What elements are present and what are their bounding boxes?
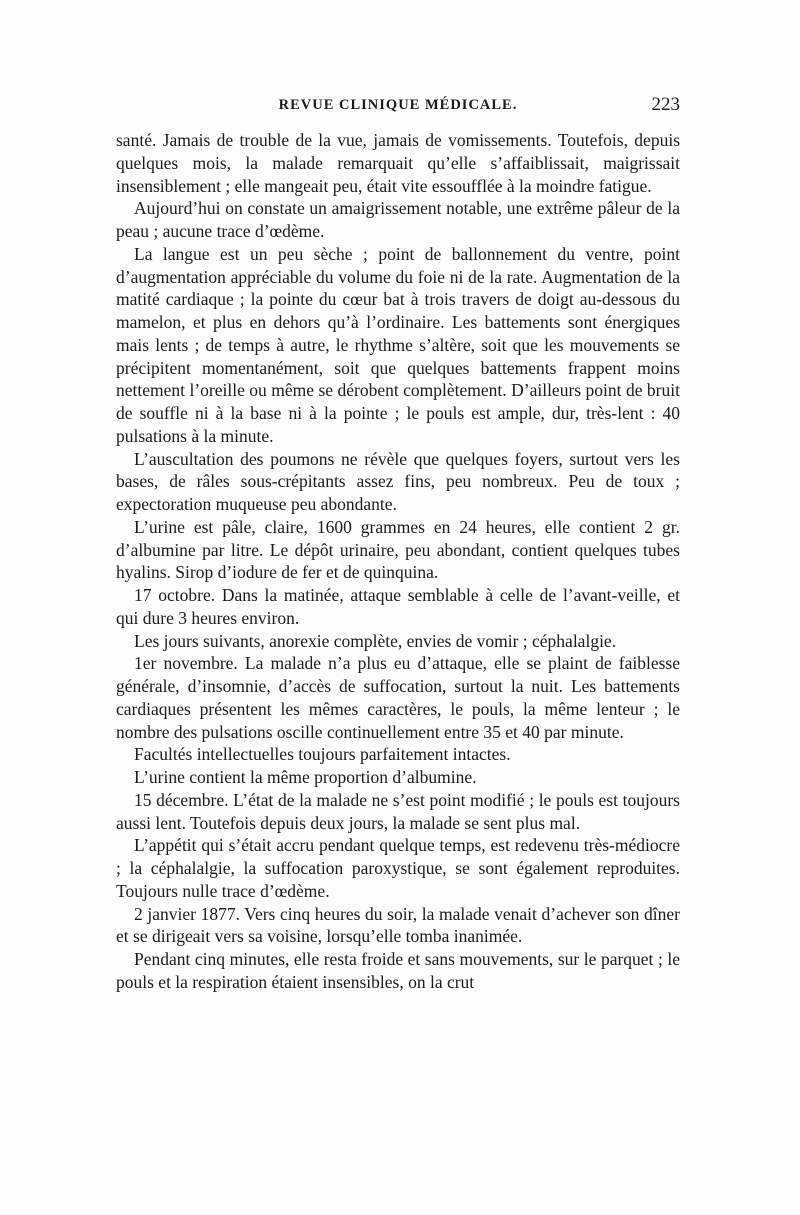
running-head <box>116 94 680 121</box>
paragraph-five-minutes: Pendant cinq minutes, elle resta froide et sans mouvements, sur le parquet ; le pouls et la respiration étaient insensibles, on la crut <box>116 949 680 992</box>
paragraph-17-october: 17 octobre. Dans la matinée, attaque semblable à celle de l’avant-veille, et qui dure 3 heures environ. <box>116 585 680 628</box>
paragraph-15-december: 15 décembre. L’état de la malade ne s’est point modifié ; le pouls est toujours aussi lent. Toutefois depuis deux jours, la malade se sent plus mal. <box>116 789 680 833</box>
paragraph-faculties: Facultés intellectuelles toujours parfaitement intactes. <box>134 744 511 765</box>
paragraph-following-days: Les jours suivants, anorexie complète, envies de vomir ; céphalalgie. <box>134 630 617 651</box>
paragraph-1-november: 1er novembre. La malade n’a plus eu d’attaque, elle se plaint de faiblesse générale, d’insomnie, d’accès de suffocation, surtout la nuit. Les battements cardiaques présentent les mêmes caractères, le pouls, la même lenteur ; le nombre des pulsations oscille continuellement entre 35 et 40 par minute. <box>116 653 680 742</box>
paragraph-examination: Aujourd’hui on constate un amaigrissement notable, une extrême pâleur de la peau ; aucune trace d’œdème. <box>116 198 680 241</box>
paragraph-urine-albumin: L’urine contient la même proportion d’albumine. <box>134 767 477 787</box>
paragraph-urine: L’urine est pâle, claire, 1600 grammes en 24 heures, elle contient 2 gr. d’albumine par litre. Le dépôt urinaire, peu abondant, contient quelques tubes hyalins. Sirop d’iodure de fer et de quinquina. <box>116 516 680 583</box>
paragraph-continuation: santé. Jamais de trouble de la vue, jamais de vomissements. Toutefois, depuis quelques mois, la malade remarquait qu’elle s’affaiblissait, maigrissait insensiblement ; elle mangeait peu, était vite essoufflée à la moindre fatigue. <box>116 130 680 196</box>
paragraph-2-january: 2 janvier 1877. Vers cinq heures du soir, la malade venait d’achever son dîner et se dirigeait vers sa voisine, lorsqu’elle tomba inanimée. <box>116 903 680 947</box>
running-title: REVUE CLINIQUE MÉDICALE. <box>278 97 518 113</box>
paragraph-appetite: L’appétit qui s’était accru pendant quelque temps, est redevenu très-médiocre ; la céphalalgie, la suffocation paroxystique, se sont également reproduites. Toujours nulle trace d’œdème. <box>116 835 680 901</box>
paragraph-auscultation: L’auscultation des poumons ne révèle que quelques foyers, surtout vers les bases, de râles sous-crépitants assez fins, peu nombreux. Peu de toux ; expectoration muqueuse peu abondante. <box>116 448 680 514</box>
body-text <box>116 129 680 994</box>
page-number: 223 <box>651 94 680 115</box>
paragraph-cardiac: La langue est un peu sèche ; point de ballonnement du ventre, point d’augmentation appréciable du volume du foie ni de la rate. Augmentation de la matité cardiaque ; la pointe du cœur bat à trois travers de doigt au-dessous du mamelon, et plus en dehors qu’à l’ordinaire. Les battements sont énergiques mais lents ; de temps à autre, le rhythme s’altère, soit que les mouvements se précipitent momentanément, soit que quelques battements frappent moins nettement l’oreille ou même se dérobent complètement. D’ailleurs point de bruit de souffle ni à la base ni à la pointe ; le pouls est ample, dur, très-lent : 40 pulsations à la minute. <box>116 243 680 446</box>
